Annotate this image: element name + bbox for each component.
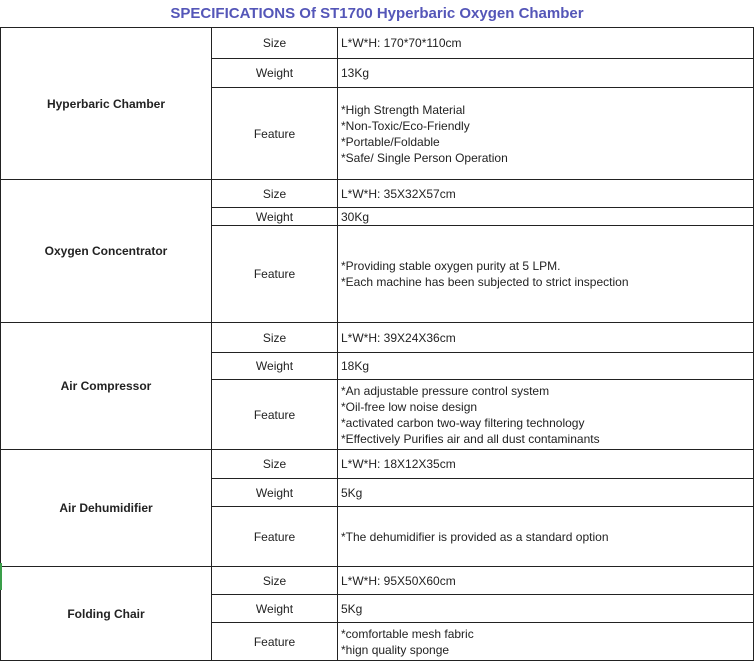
spec-label: Weight: [212, 595, 338, 623]
spec-value-line: L*W*H: 95X50X60cm: [341, 573, 456, 588]
table-row: [1, 28, 754, 59]
spec-value-line: 5Kg: [341, 485, 363, 500]
spec-value-line: *Safe/ Single Person Operation: [341, 150, 508, 165]
spec-value-line: 18Kg: [341, 359, 370, 373]
spec-value-line: *hign quality sponge: [341, 642, 450, 657]
spec-value-line: *Portable/Foldable: [341, 134, 440, 149]
spec-table: [0, 27, 754, 661]
spec-value-line: L*W*H: 35X32X57cm: [341, 186, 456, 201]
spec-label: Weight: [212, 353, 338, 380]
spec-value: [338, 380, 754, 450]
spec-label: Weight: [212, 59, 338, 88]
spec-value: [338, 507, 754, 567]
section-name: Air Dehumidifier: [1, 450, 212, 567]
spec-value: [338, 353, 754, 380]
spec-value: [338, 479, 754, 507]
spec-value-line: *Non-Toxic/Eco-Friendly: [341, 118, 470, 133]
spec-value: [338, 208, 754, 226]
spec-label: Size: [212, 28, 338, 59]
spec-label: Feature: [212, 380, 338, 450]
spec-label: Size: [212, 180, 338, 208]
spec-label: Size: [212, 450, 338, 479]
spec-label: Feature: [212, 507, 338, 567]
spec-value: [338, 59, 754, 88]
spec-value-line: *comfortable mesh fabric: [341, 626, 474, 641]
spec-table-body: [1, 28, 754, 661]
spec-value-line: *Effectively Purifies air and all dust contaminants: [341, 431, 600, 446]
spec-value-line: *An adjustable pressure control system: [341, 383, 550, 398]
spec-value-line: L*W*H: 39X24X36cm: [341, 330, 456, 345]
section-name: Hyperbaric Chamber: [1, 28, 212, 180]
spec-value-line: *Providing stable oxygen purity at 5 LPM.: [341, 259, 561, 273]
spec-value: [338, 450, 754, 479]
spec-value-line: *Oil-free low noise design: [341, 399, 478, 414]
spec-label: Size: [212, 323, 338, 353]
spec-value-line: *activated carbon two-way filtering technology: [341, 415, 585, 430]
section-name: Air Compressor: [1, 323, 212, 450]
spec-value: [338, 323, 754, 353]
spec-value: [338, 28, 754, 59]
spec-label: Weight: [212, 479, 338, 507]
page-title: SPECIFICATIONS Of ST1700 Hyperbaric Oxygen Chamber: [170, 5, 584, 22]
table-row: [1, 450, 754, 479]
spec-value-line: *The dehumidifier is provided as a standard option: [341, 529, 609, 544]
spec-value-line: *High Strength Material: [341, 102, 466, 117]
spec-value: [338, 180, 754, 208]
spec-label: Weight: [212, 208, 338, 226]
table-row: [1, 180, 754, 208]
row-marker: [0, 563, 2, 590]
section-name: Folding Chair: [1, 567, 212, 661]
spec-value-line: 5Kg: [341, 601, 363, 616]
spec-value-line: *Each machine has been subjected to strict inspection: [341, 275, 629, 289]
spec-value: [338, 88, 754, 180]
spec-value-line: L*W*H: 170*70*110cm: [341, 36, 462, 50]
spec-label: Size: [212, 567, 338, 595]
table-row: [1, 323, 754, 353]
spec-label: Feature: [212, 226, 338, 323]
spec-label: Feature: [212, 88, 338, 180]
spec-label: Feature: [212, 623, 338, 661]
section-name: Oxygen Concentrator: [1, 180, 212, 323]
spec-value-line: 30Kg: [341, 209, 370, 224]
table-row: [1, 567, 754, 595]
spec-value: [338, 226, 754, 323]
spec-value-line: L*W*H: 18X12X35cm: [341, 457, 456, 471]
spec-value-line: 13Kg: [341, 66, 370, 80]
spec-value: [338, 567, 754, 595]
spec-value: [338, 595, 754, 623]
